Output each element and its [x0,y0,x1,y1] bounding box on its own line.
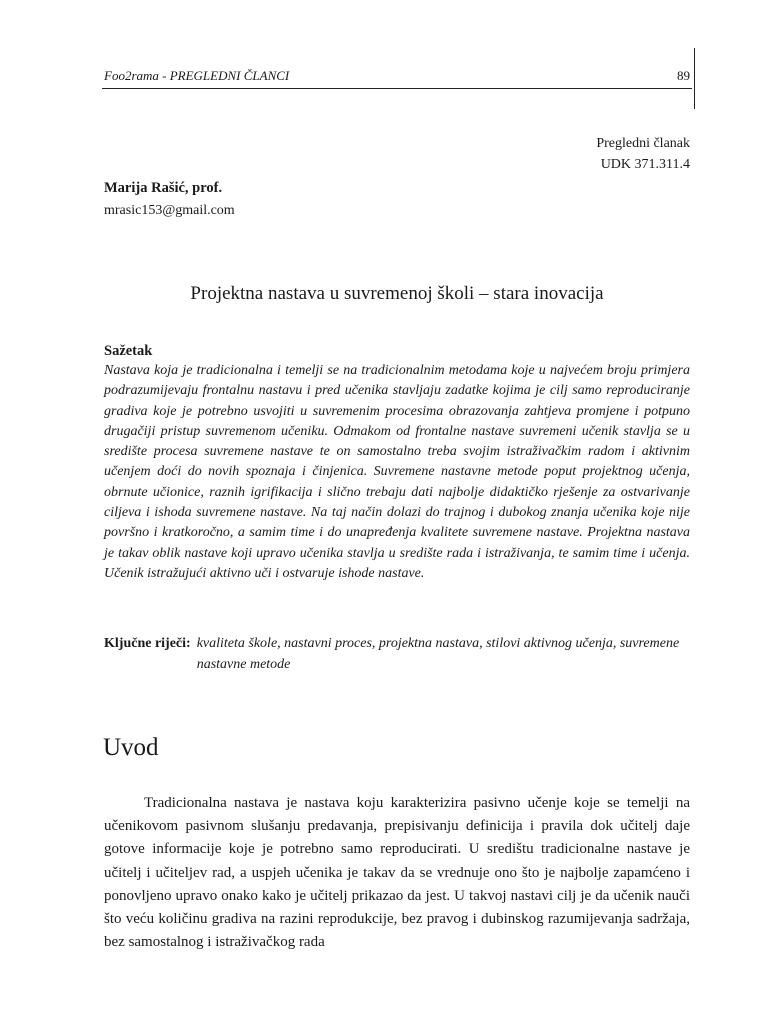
article-title: Projektna nastava u suvremenoj školi – stara inovacija [190,283,604,304]
header-divider [694,48,695,109]
running-header [102,66,692,89]
abstract-heading: Sažetak [104,343,153,359]
author-name: Marija Rašić, prof. [104,180,223,196]
udk-code: UDK 371.311.4 [600,157,690,172]
author-email: mrasic153@gmail.com [104,203,235,218]
article-type: Pregledni članak [596,136,690,151]
page-number: 89 [677,68,690,83]
journal-section-title: Foo2rama - PREGLEDNI ČLANCI [104,68,290,83]
keywords-text: kvaliteta škole, nastavni proces, projektna nastava, stilovi aktivnog učenja, suvremene nastavne metode [196,636,680,672]
intro-paragraph: Tradicionalna nastava je nastava koju karakterizira pasivno učenje koje se temelji na učenikovom pasivnom slušanju predavanja, prepisivanju definicija i pravila dok učitelj daje gotove informacije koje je potrebno samo reproducirati. U središtu tradicionalne nastave je učitelj i učiteljev rad, a uspjeh učenika je takav da se vrednuje ono što je najbolje zapamćeno i ponovljeno upravo onako kako je učitelj prikazao da jest. U takvoj nastavi cilj je da učenik nauči što veću količinu gradiva na razini reprodukcije, bez pravog i dubinskog razumijevanja sadržaja, bez samostalnog i istraživačkog rada [104,795,690,951]
keywords-label: Ključne riječi: [104,636,191,651]
section-heading-intro: Uvod [103,734,159,761]
article-meta [596,133,690,175]
abstract-text: Nastava koja je tradicionalna i temelji se na tradicionalnim metodama koje u najvećem broju primjera podrazumijevaju frontalnu nastavu i pred učenika stavljaju zadatke kojima je cilj samo reproduciranje gradiva koje je potrebno usvojiti u suvremenim procesima obrazovanja zahtjeva promjene i potpuno drugačiji pristup suvremenom učeniku. Odmakom od frontalne nastave suvremeni učenik stavlja se u središte procesa suvremene nastave te on samostalno treba svojim istraživačkim radom i aktivnim učenjem doći do novih spoznaja i činjenica. Suvremene nastavne metode poput projektnog učenja, obrnute učionice, raznih igrifikacija i slično trebaju dati najbolje didaktičko rješenje za ostvarivanje ciljeva i ishoda suvremene nastave. Na taj način dolazi do trajnog i dubokog znanja učenika koje nije površno i kratkoročno, a samim time i do unapređenja kvalitete suvremene nastave. Projektna nastava je takav oblik nastave koji upravo učenika stavlja u središte rada i istraživanja, te samim time i učenja. Učenik istražujući aktivno uči i ostvaruje ishode nastave. [104,363,690,581]
keywords [104,633,690,675]
